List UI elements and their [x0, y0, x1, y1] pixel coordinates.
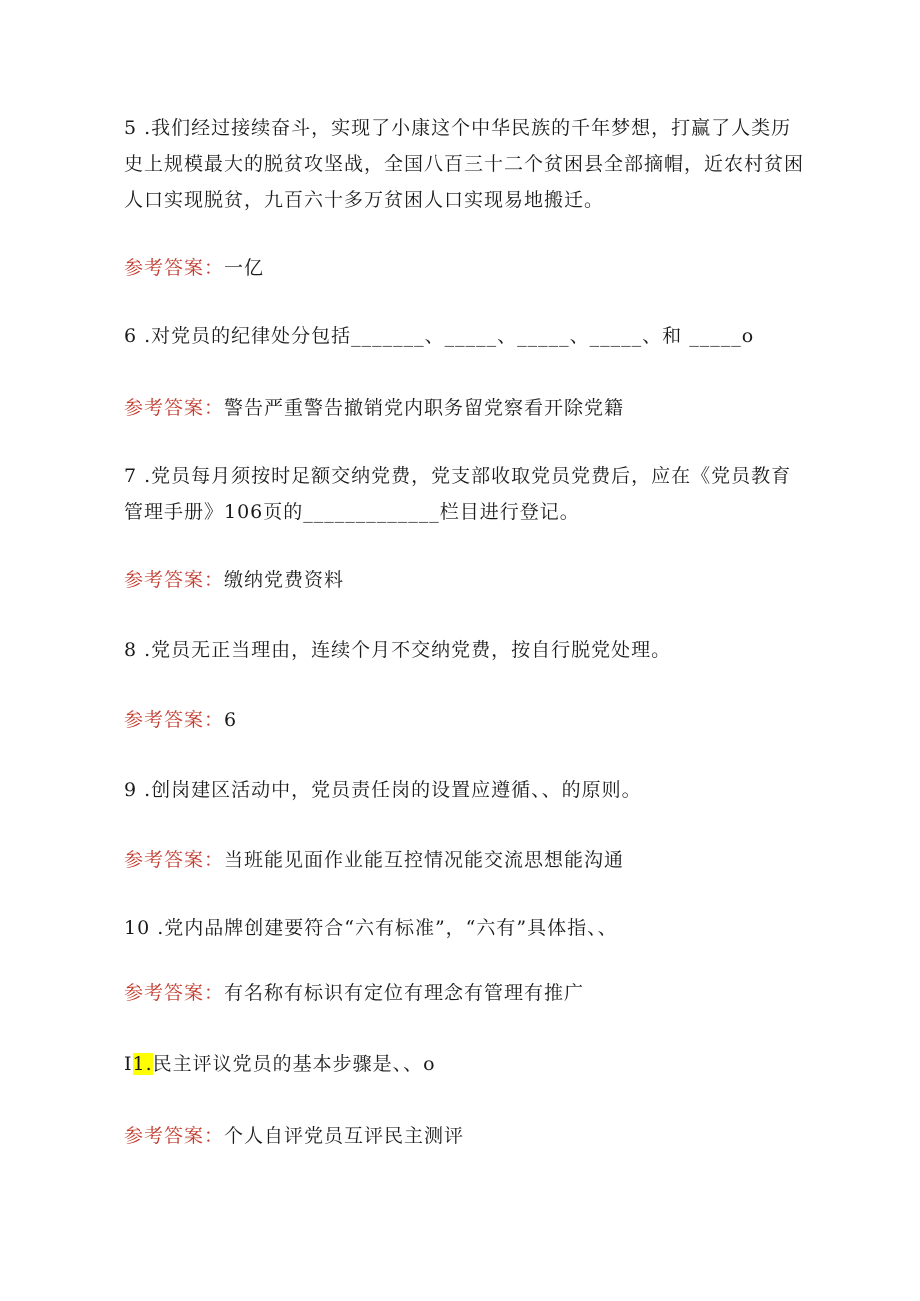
question-11: [124, 1046, 804, 1082]
answer-text: 当班能见面作业能互控情况能交流思想能沟通: [224, 849, 625, 871]
question-9: 9 .创岗建区活动中，党员责任岗的设置应遵循、、的原则。: [124, 779, 642, 801]
highlighted-question-number: 1.: [132, 1053, 153, 1075]
answer-text: 6: [224, 709, 238, 731]
answer-text: 一亿: [224, 257, 265, 279]
answer-label: 参考答案：: [124, 849, 225, 871]
answer-text: 缴纳党费资料: [224, 569, 345, 591]
question-8: 8 .党员无正当理由，连续个月不交纳党费，按自行脱党处理。: [124, 639, 672, 661]
answer-label: 参考答案：: [124, 709, 225, 731]
question-7: 7 .党员每月须按时足额交纳党费，党支部收取党员党费后，应在《党员教育管理手册》106页的_____________栏目进行登记。: [124, 465, 792, 523]
answer-label: 参考答案：: [124, 397, 225, 419]
answer-label: 参考答案：: [124, 257, 225, 279]
answer-label: 参考答案：: [124, 569, 225, 591]
answer-text: 个人自评党员互评民主测评: [224, 1125, 465, 1147]
answer-7: [124, 567, 804, 593]
answer-text: 警告严重警告撤销党内职务留党察看开除党籍: [224, 397, 625, 419]
answer-8: [124, 707, 804, 733]
question-text: 民主评议党员的基本步骤是、、o: [152, 1053, 436, 1075]
answer-5: [124, 255, 804, 281]
answer-11: [124, 1123, 804, 1149]
answer-label: 参考答案：: [124, 982, 225, 1004]
question-number-prefix: I: [124, 1053, 133, 1075]
answer-9: [124, 847, 804, 873]
answer-text: 有名称有标识有定位有理念有管理有推广: [224, 982, 585, 1004]
question-5: 5 .我们经过接续奋斗，实现了小康这个中华民族的千年梦想，打赢了人类历史上规模最大的脱贫攻坚战，全国八百三十二个贫困县全部摘帽，近农村贫困人口实现脱贫，九百六十多万贫困人口实现易地搬迁。: [124, 117, 805, 211]
answer-6: [124, 395, 804, 421]
question-10: 10 .党内品牌创建要符合“六有标准”，“六有”具体指、、: [124, 917, 618, 939]
answer-label: 参考答案：: [124, 1125, 225, 1147]
answer-10: [124, 980, 804, 1006]
question-6: 6 .对党员的纪律处分包括_______、_____、_____、_____、和 _____o: [124, 325, 755, 347]
